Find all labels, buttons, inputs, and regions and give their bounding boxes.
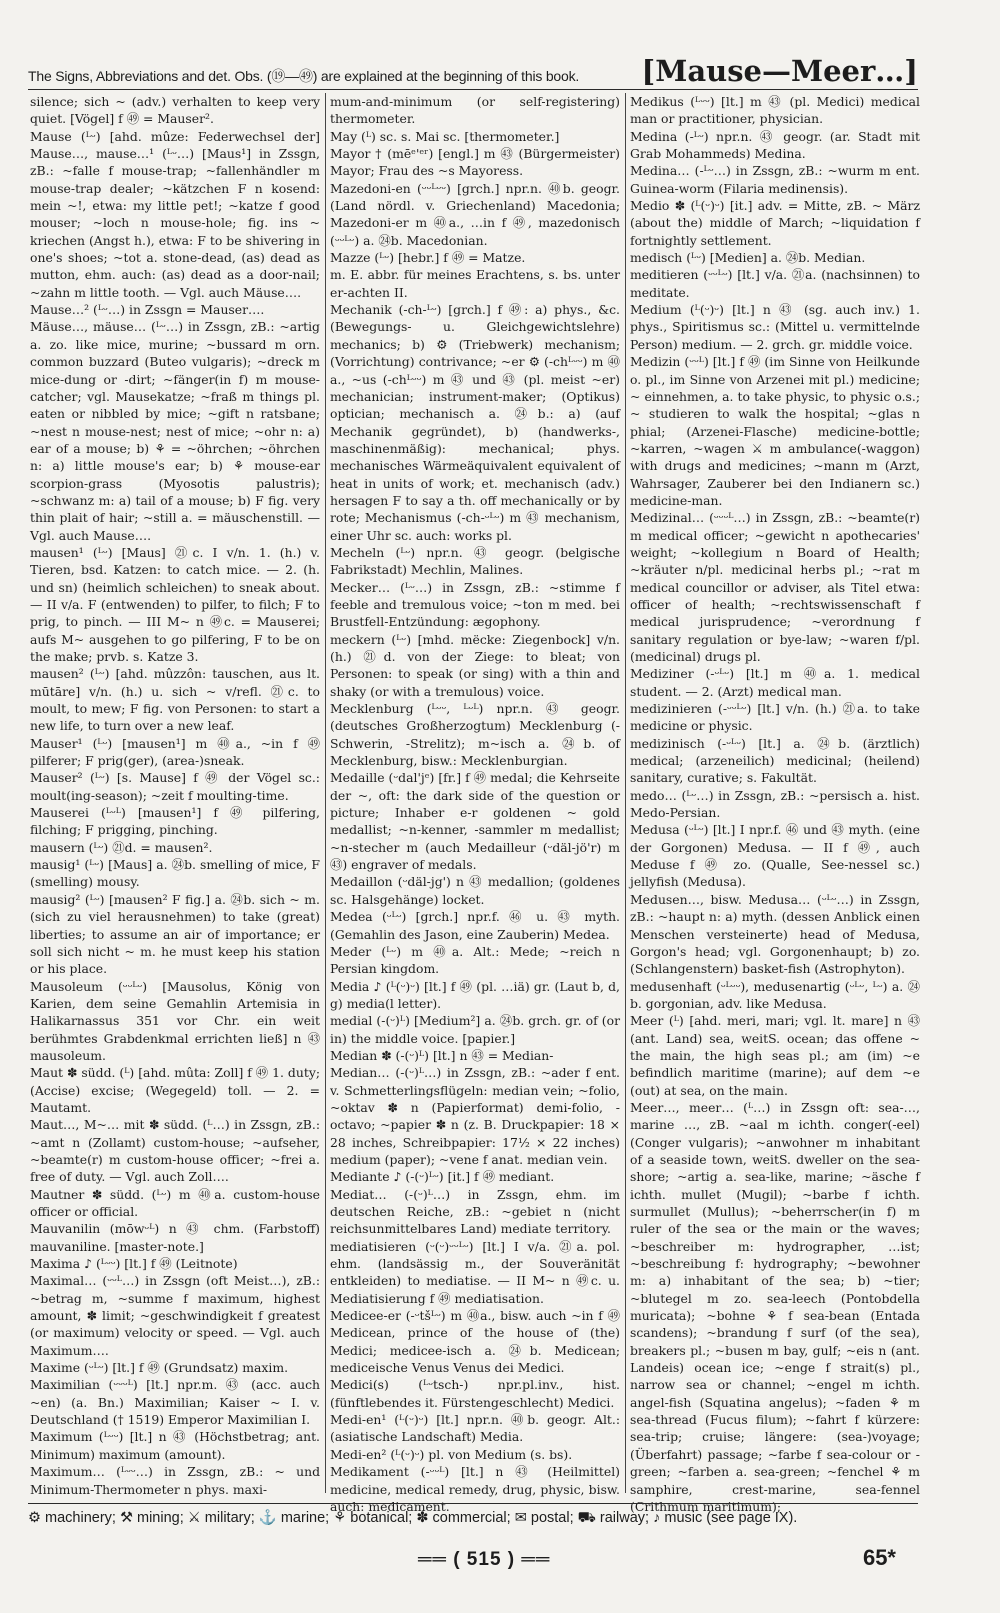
dictionary-entry: Maximum (ᴸᵕᵕ) [lt.] n ㊸ (Höchstbetrag; ant. Minimum) maximum (amount). — [30, 1429, 320, 1462]
dictionary-entry: Mause…² (ᴸᵕ…) in Zssgn = Mauser…. — [30, 302, 265, 318]
dictionary-entry: Medina (-ᴸᵕ) npr.n. ㊸ geogr. (ar. Stadt mit Grab Mohammeds) Medina. — [630, 128, 920, 162]
column-left — [30, 93, 320, 1497]
dictionary-entry: Median… (-(ᵕ)ᴸ…) in Zssgn, zB.: ~ader f ent. v. Schmetterlingsflügeln: median vein; ~folio, ~oktav ✽ n (Papierformat) demi-folio, -octavo; ~papier ✽ n (z. B. Druckpapier: 18 × 28 inches, Schreibpapier: 17½ × 22 inches) medium (paper); ~vene f anat. median vein. — [330, 1065, 620, 1167]
dictionary-entry: meckern (ᴸᵕ) [mhd. mëcke: Ziegenbock] v/n. (h.) ㉑d. von der Ziege: to bleat; von Personen: to speak (or sing) with a thin and shaky (or with a tremulous) voice. — [330, 631, 620, 699]
dictionary-entry: medizinisch (-ᵕᴸᵕ) [lt.] a. ㉔b. (ärztlich) medical; (arzeneilich) medicinal; (heilend) sanitary, curative; s. Fakultät. — [630, 735, 920, 786]
dictionary-entry: mum-and-minimum (or self-registering) thermometer. — [330, 94, 620, 127]
dictionary-entry: medusenhaft (ᵕᴸᵕᵕ), medusenartig (ᵕᴸᵕ, ᴸᵕ) a. ㉔b. gorgonian, adv. like Medusa. — [630, 978, 920, 1011]
dictionary-entry: Medio ✽ (ᴸ(ᵕ)ᵕ) [it.] adv. = Mitte, zB. ~ März (about the) middle of March; ~liquidation f fortnightly settlement. — [630, 198, 920, 248]
dictionary-entry: Meer (ᴸ) [ahd. meri, mari; vgl. lt. mare] n ㊸ (ant. Land) sea, weitS. ocean; das offene ~ the main, the high seas pl.; am (im) ~e befindlich maritime (marine); auf dem ~e (out) at sea, on the main. — [630, 1013, 920, 1098]
dictionary-entry: Medaille (ᵕdal'jᵉ) [fr.] f ㊾ medal; die Kehrseite der ~, oft: the dark side of the question or picture; Inhaber e-r goldenen ~ gold medallist; ~n-kenner, -sammler m medallist; ~n-stecher m (auch Medailleur (ᵕdäl-jö'r) m ㊸) engraver of medals. — [330, 770, 620, 873]
dictionary-entry: Medium (ᴸ(ᵕ)ᵕ) [lt.] n ㊸ (sg. auch inv.) 1. phys., Spiritismus sc.: (Mittel u. vermittelnde Person) medium. — 2. grch. gr. middle voice. — [630, 302, 920, 352]
dictionary-entry: medisch (ᴸᵕ) [Medien] a. ㉔b. Median. — [630, 250, 866, 266]
dictionary-entry: Mazze (ᴸᵕ) [hebr.] f ㊾ = Matze. — [330, 250, 526, 266]
symbol-legend: ⚙ machinery; ⚒ mining; ⚔ military; ⚓ marine; ⚘ botanical; ✽ commercial; ✉ postal; ⛟ railway; ♪ music (see page IX). — [28, 1503, 918, 1535]
dictionary-entry: mausig¹ (ᴸᵕ) [Maus] a. ㉔b. smelling of mice, F (smelling) mousy. — [30, 857, 320, 890]
dictionary-entry: Medusen…, bisw. Medusa… (ᵕᴸᵕ…) in Zssgn, zB.: ~haupt n: a) myth. (dessen Anblick einen Menschen versteinerte) head of Medusa, Gorgon's head; vgl. Gorgonenhaupt; b) zo. (Schlangenstern) basket-fish (Astrophyton). — [630, 891, 920, 977]
dictionary-entry: mausen² (ᴸᵕ) [ahd. mûzzôn: tauschen, aus lt. mūtāre] v/n. (h.) u. sich ~ v/refl. ㉑c. to moult, to mew; F fig. von Personen: to start a new life, to turn over a new leaf. — [30, 666, 320, 734]
dictionary-entry: meditieren (ᵕᵕᴸᵕ) [lt.] v/a. ㉑a. (nachsinnen) to meditate. — [630, 267, 920, 300]
dictionary-entry: Mazedoni-en (ᵕᵕᴸᵕᵕ) [grch.] npr.n. ㊵b. geogr. (Land nördl. v. Griechenland) Macedonia; Mazedoni-er m ㊵a., …in f ㊾, mazedonisch (ᵕᵕᴸᵕ) a. ㉔b. Macedonian. — [330, 180, 620, 248]
dictionary-entry: Mautner ✽ südd. (ᴸᵕ) m ㊵a. custom-house officer or official. — [30, 1186, 320, 1219]
header-note: The Signs, Abbreviations and det. Obs. (⑲—㊾) are explained at the beginning of this book. — [28, 68, 580, 84]
column-middle — [330, 93, 620, 1514]
dictionary-entry: Medizin (ᵕᵕᴸ) [lt.] f ㊾ (im Sinne von Heilkunde o. pl., im Sinne von Arzenei mit pl.) medicine; ~ einnehmen, a. to take physic, to physic o.s.; ~ studieren to walk the hospital; ~glas n phial; (Arzenei-Flasche) medicine-bottle; ~karren, ~wagen ⚔ m ambulance(-waggon) with drugs and medicines; ~mann m (Arzt, Wahrsager, Zauberer bei den Indianern sc.) medicine-man. — [630, 354, 920, 508]
column-right — [630, 93, 920, 1514]
dictionary-entry: Maut ✽ südd. (ᴸ) [ahd. mûta: Zoll] f ㊾ 1. duty; (Accise) excise; (Wegegeld) toll. — 2. = Mautamt. — [30, 1065, 320, 1115]
dictionary-entry: Medaillon (ᵕdäl-jg') n ㊸ medallion; (goldenes sc. Halsgehänge) locket. — [330, 874, 620, 907]
dictionary-entry: medial (-(ᵕ)ᴸ) [Medium²] a. ㉔b. grch. gr. of (or in) the middle voice. [papier.] — [330, 1013, 620, 1046]
dictionary-entry: Maximilian (ᵕᵕᵕᴸ) [lt.] npr.m. ㊸ (acc. auch ~en) (a. Bn.) Maximilian; Kaiser ~ I. v. Deutschland († 1519) Emperor Maximilian I. — [30, 1377, 320, 1428]
dictionary-entry: mediatisieren (ᵕ(ᵕ)ᵕᵕᴸᵕ) [lt.] I v/a. ㉑a. pol. ehm. (landsässig m., der Souveränität entkleiden) to mediatise. — II M~ n ㊾c. u. Mediatisierung f ㊾ mediatisation. — [330, 1238, 620, 1306]
dictionary-entry: Mediziner (-ᵕᴸᵕ) [lt.] m ㊵a. 1. medical student. — 2. (Arzt) medical man. — [630, 666, 920, 699]
dictionary-entry: Mauser¹ (ᴸᵕ) [mausen¹] m ㊵a., ~in f ㊾ pilferer; F prig(ger), (area-)sneak. — [30, 735, 320, 769]
dictionary-entry: Medusa (ᵕᴸᵕ) [lt.] I npr.f. ㊻ und ㊸ myth. (eine der Gorgonen) Medusa. — II f ㊾, auch Meduse f ㊾ zo. (Qualle, See-nessel sc.) jellyfish (Medusa). — [630, 822, 920, 890]
page-header — [28, 54, 918, 88]
dictionary-entry: Mause (ᴸᵕ) [ahd. mûze: Federwechsel der] Mause…, mause…¹ (ᴸᵕ…) [Maus¹] in Zssgn, zB.: ~falle f mouse-trap; ~fallenhändler m mouse-trap dealer; ~kätzchen F n kosend: mein ~!, etwa: my little pet!; ~katze f good mouser; ~loch n mouse-hole; fig. ins ~ kriechen (Angst h.), etwa: F to be shivering in one's shoes; ~tot a. stone-dead, (as) dead as mutton, ehm. auch: (as) dead as a door-nail; ~zahn m little tooth. — Vgl. auch Mäuse…. — [30, 128, 320, 300]
dictionary-entry: silence; sich ~ (adv.) verhalten to keep very quiet. [Vögel] f ㊾ = Mauser². — [30, 94, 320, 127]
dictionary-entry: Maxima ♪ (ᴸᵕᵕ) [lt.] f ㊾ (Leitnote) — [30, 1256, 238, 1272]
dictionary-entry: Medizinal… (ᵕᵕᵕᴸ…) in Zssgn, zB.: ~beamte(r) m medical officer; ~gewicht n apothecaries' weight; ~kollegium n Board of Health; ~kräuter n/pl. medicinal herbs pl.; ~rat m medical councillor or adviser, als Titel etwa: officer of health; ~rechtswissenschaft f medical jurisprudence; ~verordnung f sanitary regulation or bye-law; ~waren f/pl. (medicinal) drugs pl. — [630, 510, 920, 664]
dictionary-entry: Mauvanilin (mōwᵕᴸ) n ㊸ chm. (Farbstoff) mauvaniline. [master-note.] — [30, 1221, 320, 1254]
dictionary-entry: Meer…, meer… (ᴸ…) in Zssgn oft: sea-…, marine …, zB. ~aal m ichth. conger(-eel) (Conger vulgaris); ~anwohner m inhabitant of a seaside town, weitS. dweller on the sea-shore; ~artig a. sea-like, marine; ~äsche f ichth. mullet (Mugil); ~barbe f ichth. surmullet (Mullus); ~beherrscher(in f) m ruler of the sea or the main or the waves; ~beschreiber m: hydrographer, …ist; ~beschreibung f: hydrography; ~bewohner m: a) inhabitant of the sea; b) ~tier; ~blutegel m zo. sea-leech (Pontobdella muricata); ~bohne ⚘ f sea-bean (Entada scandens); ~brandung f surf (of the sea), breakers pl.; ~busen m bay, gulf; ~eis n (ant. Landeis) ocean ice; ~enge f strait(s) pl., narrow sea or channel; ~engel m ichth. angel-fish (Squatina angelus); ~faden ⚘ m sea-thread (Fucus filum); ~fahrt f kürzere: sea-trip; cruise; längere: (sea-)voyage; (Überfahrt) passage; ~farbe f sea-colour or -green; ~farben a. sea-green; ~fenchel ⚘ m samphire, crest-marine, sea-fennel (Crithmum maritimum); — [630, 1099, 920, 1514]
dictionary-entry: Mechanik (-ch-ᴸᵕ) [grch.] f ㊾: a) phys., &c. (Bewegungs- u. Gleichgewichtslehre) mechanics; b) ⚙ (Triebwerk) mechanism; (Vorrichtung) contrivance; ~er ⚙ (-chᴸᵕᵕ) m ㊵a., ~us (-chᴸᵕᵕ) m ㊸ und ㊸ (pl. meist ~er) mechanician; instrument-maker; (Optikus) optician; mechanisch a. ㉔b.: a) (auf Mechanik gegründet), b) (handwerks-, maschinenmäßig): mechanical; phys. mechanisches Wärmeäquivalent equivalent of heat in units of work; et. mechanisch (adv.) hersagen F to say a th. off mechanically or by rote; Mechanismus (-ch-ᵕᴸᵕ) m ㊸ mechanism, einer Uhr sc. auch: works pl. — [330, 302, 620, 543]
column-divider — [325, 93, 326, 1493]
dictionary-entry: Maut…, M~… mit ✽ südd. (ᴸ…) in Zssgn, zB.: ~amt n (Zollamt) custom-house; ~aufseher, ~beamte(r) m custom-house officer; ~frei a. free of duty. — Vgl. auch Zoll…. — [30, 1117, 320, 1185]
dictionary-entry: Mecheln (ᴸᵕ) npr.n. ㊸ geogr. (belgische Fabrikstadt) Mechlin, Malines. — [330, 544, 620, 578]
dictionary-entry: Medikus (ᴸᵕᵕ) [lt.] m ㊸ (pl. Medici) medical man or practitioner, physician. — [630, 94, 920, 127]
dictionary-entry: Maximum… (ᴸᵕᵕ…) in Zssgn, zB.: ~ und Minimum-Thermometer n phys. maxi- — [30, 1464, 320, 1497]
dictionary-entry: Medicee-er (-ᵕtšᴸᵕ) m ㊵a., bisw. auch ~in f ㊾ Medicean, prince of the house of (the) Medici; medicee-isch a. ㉔b. Medicean; mediceische Venus Venus dei Medici. — [330, 1308, 620, 1376]
dictionary-entry: Mediat… (-(ᵕ)ᴸ…) in Zssgn, ehm. im deutschen Reiche, zB.: ~gebiet n (nicht reichsunmittelbares Land) mediate territory. — [330, 1186, 620, 1237]
dictionary-entry: medo… (ᴸᵕ…) in Zssgn, zB.: ~persisch a. hist. Medo-Persian. — [630, 787, 920, 821]
dictionary-entry: Mauser² (ᴸᵕ) [s. Mause] f ㊾ der Vögel sc.: moult(ing-season); ~zeit f moulting-time. — [30, 770, 320, 803]
header-rule — [28, 89, 918, 90]
dictionary-entry: Medi-en¹ (ᴸ(ᵕ)ᵕ) [lt.] npr.n. ㊵b. geogr. Alt.: (asiatische Landschaft) Media. — [330, 1412, 620, 1445]
dictionary-entry: Mausoleum (ᵕᵕᴸᵕ) [Mausolus, König von Karien, dem seine Gemahlin Artemisia in Halikarnassus 351 vor Chr. ein weit berühmtes Grabdenkmal errichten ließ] n ㊸ mausoleum. — [30, 978, 320, 1063]
dictionary-entry: Mauserei (ᴸᵕᴸ) [mausen¹] f ㊾ pilfering, filching; F prigging, pinching. — [30, 805, 320, 838]
dictionary-entry: Medici(s) (ᴸᵕtsch-) npr.pl.inv., hist. (fünftlebendes it. Fürstengeschlecht) Medici. — [330, 1377, 620, 1410]
dictionary-entry: Media ♪ (ᴸ(ᵕ)ᵕ) [lt.] f ㊾ (pl. …iä) gr. (Laut b, d, g) media(l letter). — [330, 978, 620, 1011]
page-number: ══ ( 515 ) ══ — [418, 1549, 551, 1570]
dictionary-entry: Medea (ᵕᴸᵕ) [grch.] npr.f. ㊻ u. ㊸ myth. (Gemahlin des Jason, eine Zauberin) Medea. — [330, 909, 620, 942]
dictionary-entry: mausig² (ᴸᵕ) [mausen² F fig.] a. ㉔b. sich ~ m. (sich zu viel herausnehmen) to take (great) liberties; to assume an air of importance; er soll sich nicht ~ m. he must keep his station or his place. — [30, 891, 320, 977]
dictionary-entry: Mäuse…, mäuse… (ᴸᵕ…) in Zssgn, zB.: ~artig a. zo. like mice, murine; ~bussard m orn. common buzzard (Buteo vulgaris); ~dreck m mice-dung or -dirt; ~fänger(in f) m mouse-catcher; vgl. Mausekatze; ~fraß m things pl. eaten or nibbled by mice; ~gift n ratsbane; ~nest n mouse-nest; nest of mice; ~ohr n: a) ear of a mouse; b) ⚘ = ~öhrchen; ~öhrchen n: a) little mouse's ear; b) ⚘ mouse-ear scorpion-grass (Myosotis palustris); ~schwanz m: a) tail of a mouse; b) F fig. very thin plait of hair; ~still a. = mäuschenstill. — Vgl. auch Mause…. — [30, 319, 320, 543]
dictionary-entry: Mayor † (mēᵉ'ᵉʳ) [engl.] m ㊸ (Bürgermeister) Mayor; Frau des ~s Mayoress. — [330, 146, 620, 179]
dictionary-entry: Maximal… (ᵕᵕᴸ…) in Zssgn (oft Meist…), zB.: ~betrag m, ~summe f maximum, highest amount, ✽ limit; ~geschwindigkeit f greatest (or maximum) velocity or speed. — Vgl. auch Maximum…. — [30, 1273, 320, 1358]
dictionary-columns — [30, 93, 920, 1514]
page-footer — [28, 1545, 918, 1585]
dictionary-entry: Mecker… (ᴸᵕ…) in Zssgn, zB.: ~stimme f feeble and tremulous voice; ~ton m med. bei Brustfell-Entzündung: ægophony. — [330, 579, 620, 630]
dictionary-entry: medizinieren (-ᵕᵕᴸᵕ) [lt.] v/n. (h.) ㉑a. to take medicine or physic. — [630, 701, 920, 734]
dictionary-entry: Medina… (-ᴸᵕ…) in Zssgn, zB.: ~wurm m ent. Guinea-worm (Filaria medinensis). — [630, 163, 920, 196]
dictionary-entry: May (ᴸ) sc. s. Mai sc. [thermometer.] — [330, 128, 560, 144]
running-headword: [Mause—Meer…] — [641, 54, 918, 88]
dictionary-entry: Meder (ᴸᵕ) m ㊵a. Alt.: Mede; ~reich n Persian kingdom. — [330, 943, 620, 977]
dictionary-entry: Mediante ♪ (-(ᵕ)ᴸᵕ) [it.] f ㊾ mediant. — [330, 1169, 555, 1185]
dictionary-entry: Median ✽ (-(ᵕ)ᴸ) [lt.] n ㊸ = Median- — [330, 1047, 554, 1063]
dictionary-entry: mausern (ᴸᵕ) ㉑d. = mausen². — [30, 839, 213, 855]
column-divider — [625, 93, 626, 1493]
dictionary-entry: Medikament (-ᵕᵕᴸ) [lt.] n ㊸ (Heilmittel) medicine, medical remedy, drug, physic, bisw. auch: medicament. — [330, 1464, 620, 1514]
dictionary-entry: mausen¹ (ᴸᵕ) [Maus] ㉑c. I v/n. 1. (h.) v. Tieren, bsd. Katzen: to catch mice. — 2. (h. und sn) (heimlich schleichen) to sneak about. — II v/a. F (entwenden) to pilfer, to filch; F to prig, to pinch. — III M~ n ㊾c. = Mauserei; aufs M~ ausgehen to go pilfering, F to be on the make; prvb. s. Katze 3. — [30, 544, 320, 664]
dictionary-entry: Medi-en² (ᴸ(ᵕ)ᵕ) pl. von Medium (s. bs). — [330, 1446, 573, 1462]
dictionary-entry: m. E. abbr. für meines Erachtens, s. bs. unter er-achten II. — [330, 267, 620, 300]
dictionary-entry: Mecklenburg (ᴸᵕᵕ, ᴸᵕᴸ) npr.n. ㊸ geogr. (deutsches Großherzogtum) Mecklenburg (-Schwerin, -Strelitz); m~isch a. ㉔b. of Mecklenburg, bisw.: Mecklenburgian. — [330, 701, 620, 769]
dictionary-entry: Maxime (ᵕᴸᵕ) [lt.] f ㊾ (Grundsatz) maxim. — [30, 1360, 289, 1376]
signature-mark: 65* — [862, 1545, 896, 1570]
